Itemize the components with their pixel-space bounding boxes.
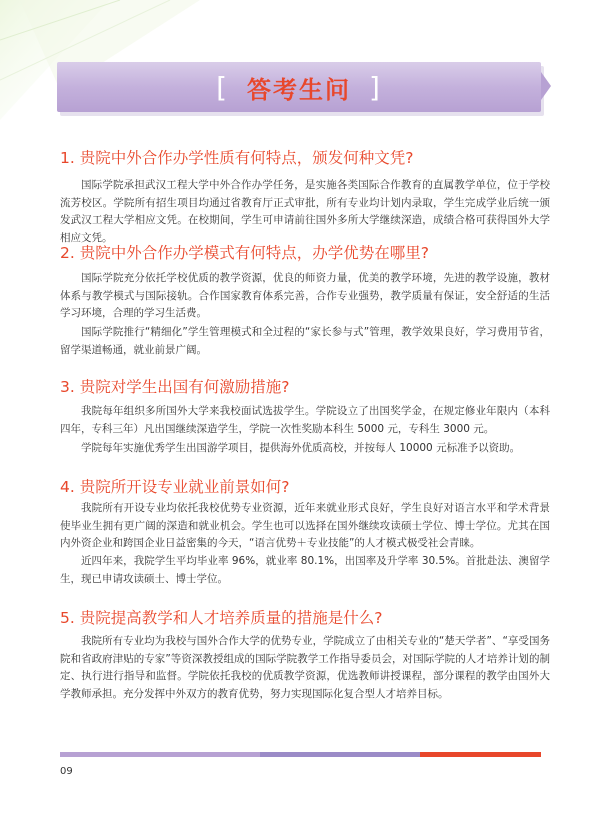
bracket-right: ] <box>369 70 382 104</box>
section-4-title: 4. 贵院所开设专业就业前景如何? <box>60 478 290 496</box>
footer-bar-purple <box>260 752 420 757</box>
section-2-paragraph-2: 国际学院推行“精细化”学生管理模式和全过程的“家长参与式”管理，教学效果良好，学习费用节省，留学渠道畅通，就业前景广阔。 <box>60 326 550 356</box>
section-2-paragraph-1: 国际学院充分依托学校优质的教学资源，优良的师资力量，优美的教学环境，先进的教学设施，教材体系与教学模式与国际接轨。合作国家教育体系完善，合作专业强势，教学质量有保证，安全舒适的生活学习环境，合理的学习生活费。 <box>60 272 550 319</box>
section-3-title: 3. 贵院对学生出国有何激励措施? <box>60 378 290 396</box>
banner-arrow <box>541 72 551 100</box>
page-title-text: 答考生问 <box>247 75 351 104</box>
section-3-paragraph-2: 学院每年实施优秀学生出国游学项目，提供海外优质高校，并按每人 10000 元标准予以资助。 <box>81 442 521 454</box>
footer-bar-red <box>420 752 541 757</box>
title-banner <box>57 62 541 114</box>
section-1-title: 1. 贵院中外合作办学性质有何特点，颁发何种文凭? <box>60 149 414 167</box>
section-2-title: 2. 贵院中外合作办学模式有何特点，办学优势在哪里? <box>60 244 429 262</box>
section-5-title: 5. 贵院提高教学和人才培养质量的措施是什么? <box>60 609 383 627</box>
section-3-paragraph-1: 我院每年组织多所国外大学来我校面试选拔学生。学院设立了出国奖学金，在规定修业年限内（本科四年，专科三年）凡出国继续深造学生，学院一次性奖励本科生 5000 元，专科生 3000 元。 <box>60 405 550 435</box>
footer-bar-lilac <box>60 752 260 757</box>
section-1-paragraph-1: 国际学院承担武汉工程大学中外合作办学任务，是实施各类国际合作教育的直属教学单位，位于学校流芳校区。学院所有招生项目均通过省教育厅正式审批，所有专业均计划内录取，学生完成学业后统一颁发武汉工程大学相应文凭。在校期间，学生可申请前往国外多所大学继续深造，成绩合格可获得国外大学相应文凭。 <box>60 179 550 244</box>
page-number: 09 <box>60 766 73 777</box>
section-4-paragraph-1: 我院所有开设专业均依托我校优势专业资源，近年来就业形式良好，学生良好对语言水平和学术背景使毕业生拥有更广阔的深造和就业机会。学生也可以选择在国外继续攻读硕士学位、博士学位。尤其在国内外资企业和跨国企业日益密集的今天，“语言优势＋专业技能”的人才模式极受社会青睐。 <box>60 502 550 549</box>
bracket-left: [ <box>216 70 229 104</box>
section-5-paragraph-1: 我院所有专业均为我校与国外合作大学的优势专业，学院成立了由相关专业的“楚天学者”、“享受国务院和省政府津贴的专家”等资深教授组成的国际学院教学工作指导委员会，对国际学院的人才培养计划的制定、执行进行指导和监督。学院依托我校的优质教学资源，优选教师讲授课程，部分课程的教学由国外大学教师承担。充分发挥中外双方的教育优势，努力实现国际化复合型人才培养目标。 <box>60 635 550 700</box>
page-title <box>57 62 541 112</box>
section-4-paragraph-2: 近四年来，我院学生平均毕业率 96%，就业率 80.1%，出国率及升学率 30.5%。首批赴法、澳留学生，现已申请攻读硕士、博士学位。 <box>60 555 550 585</box>
